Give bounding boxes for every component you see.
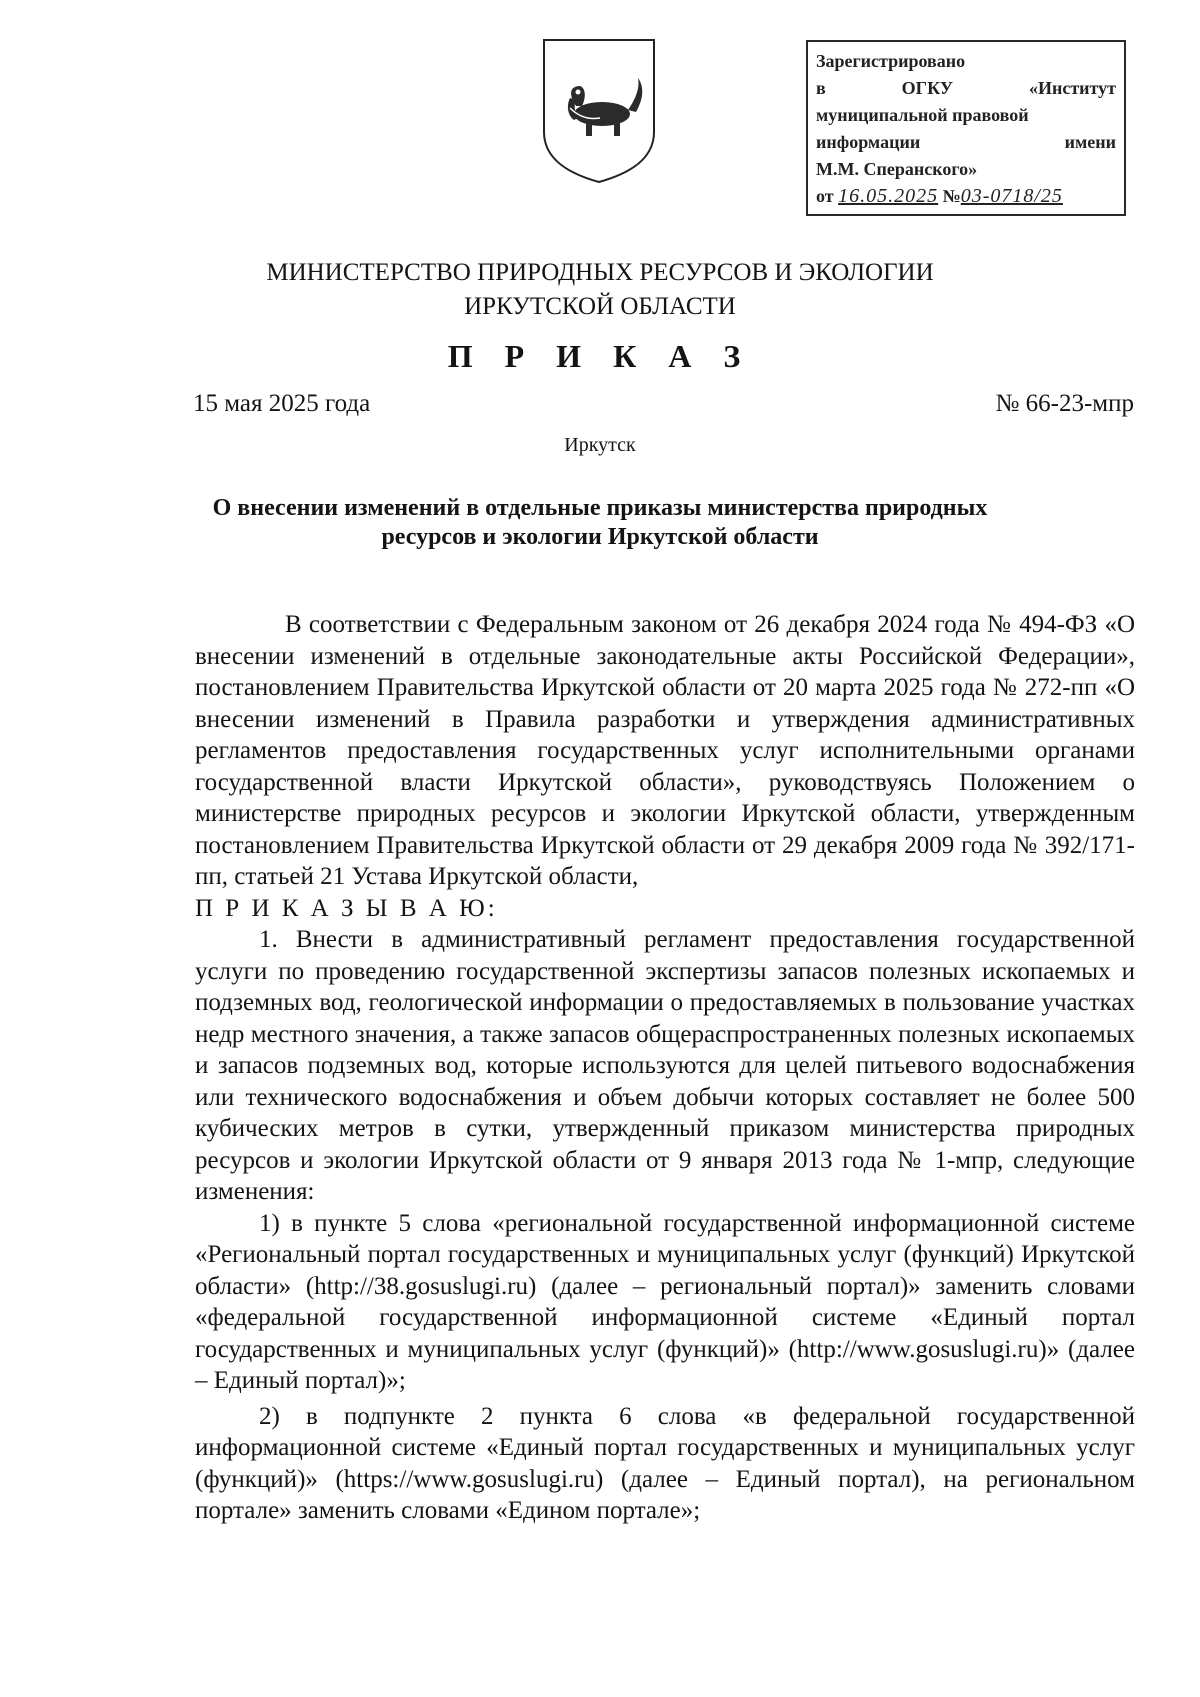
subitem-2-paragraph: 2) в подпункте 2 пункта 6 слова «в федеральной государственной информационной системе «Единый портал государственных и муниципальных услуг (функций)» (https://www.gosuslugi.ru) (далее – Единый портал), на региональном портале» заменить словами «Едином портале»; (195, 1402, 1135, 1524)
coat-of-arms-emblem (540, 36, 658, 186)
document-subject-line1: О внесении изменений в отдельные приказы министерства природных (212, 495, 988, 521)
document-body (195, 609, 1135, 1527)
registration-stamp (806, 40, 1126, 216)
stamp-word-information: информации (816, 132, 921, 152)
ministry-name-line1: МИНИСТЕРСТВО ПРИРОДНЫХ РЕСУРСОВ И ЭКОЛОГИИ (266, 259, 934, 286)
stamp-line-registered: Зарегистрировано (816, 51, 966, 71)
document-number: № 66-23-мпр (995, 390, 1134, 417)
order-word: П Р И К А З Ы В А Ю: (195, 894, 498, 922)
stamp-from-label: от (816, 186, 834, 206)
document-city: Иркутск (564, 434, 636, 456)
ministry-name (0, 256, 1200, 324)
document-subject-line2: ресурсов и экологии Иркутской области (381, 524, 819, 550)
stamp-word-in: в (816, 78, 826, 98)
stamp-line-institute (816, 75, 1116, 102)
document-date: 15 мая 2025 года (193, 390, 371, 417)
ministry-name-line2: ИРКУТСКОЙ ОБЛАСТИ (464, 293, 736, 320)
stamp-line-speransky: М.М. Сперанского» (816, 159, 978, 179)
stamp-line-date-number (816, 183, 1116, 210)
document-type-title: П Р И К А З (447, 338, 753, 374)
stamp-registration-date: 16.05.2025 (838, 185, 939, 207)
stamp-registration-number: 03-0718/25 (960, 185, 1063, 207)
stamp-word-institute: «Институт (1028, 78, 1116, 98)
item-1-paragraph: 1. Внести в административный регламент предоставления государственной услуги по проведению государственной экспертизы запасов полезных ископаемых и подземных вод, геологической информации о предоставляемых в пользование участках недр местного значения, а также запасов общераспространенных полезных ископаемых и запасов подземных вод, которые используются для целей питьевого водоснабжения или технического водоснабжения и объем добычи которых составляет не более 500 кубических метров в сутки, утвержденный приказом министерства природных ресурсов и экологии Иркутской области от 9 января 2013 года № 1-мпр, следующие изменения: (195, 926, 1135, 1205)
stamp-line-information (816, 129, 1116, 156)
preamble-paragraph: В соответствии с Федеральным законом от 26 декабря 2024 года № 494-ФЗ «О внесении изменений в отдельные законодательные акты Российской Федерации», постановлением Правительства Иркутской области от 20 марта 2025 года № 272-пп «О внесении изменений в Правила разработки и утверждения административных регламентов предоставления государственных услуг исполнительными органами государственной власти Иркутской области», руководствуясь Положением о министерстве природных ресурсов и экологии Иркутской области, утвержденным постановлением Правительства Иркутской области от 29 декабря 2009 года № 392/171-пп, статьей 21 Устава Иркутской области, (195, 611, 1135, 890)
subitem-1-paragraph: 1) в пункте 5 слова «региональной государственной информационной системе «Региональный портал государственных и муниципальных услуг (функций) Иркутской области» (http://38.gosuslugi.ru) (далее – региональный портал)» заменить словами «федеральной государственной информационной системе «Единый портал государственных и муниципальных услуг (функций)» (http://www.gosuslugi.ru)» (далее – Единый портал)»; (195, 1209, 1135, 1394)
stamp-line-legal: муниципальной правовой (816, 105, 1029, 125)
stamp-number-label: № (942, 186, 961, 206)
stamp-word-ogku: ОГКУ (901, 78, 954, 98)
document-subject (0, 494, 1200, 552)
stamp-word-named: имени (1064, 132, 1116, 152)
